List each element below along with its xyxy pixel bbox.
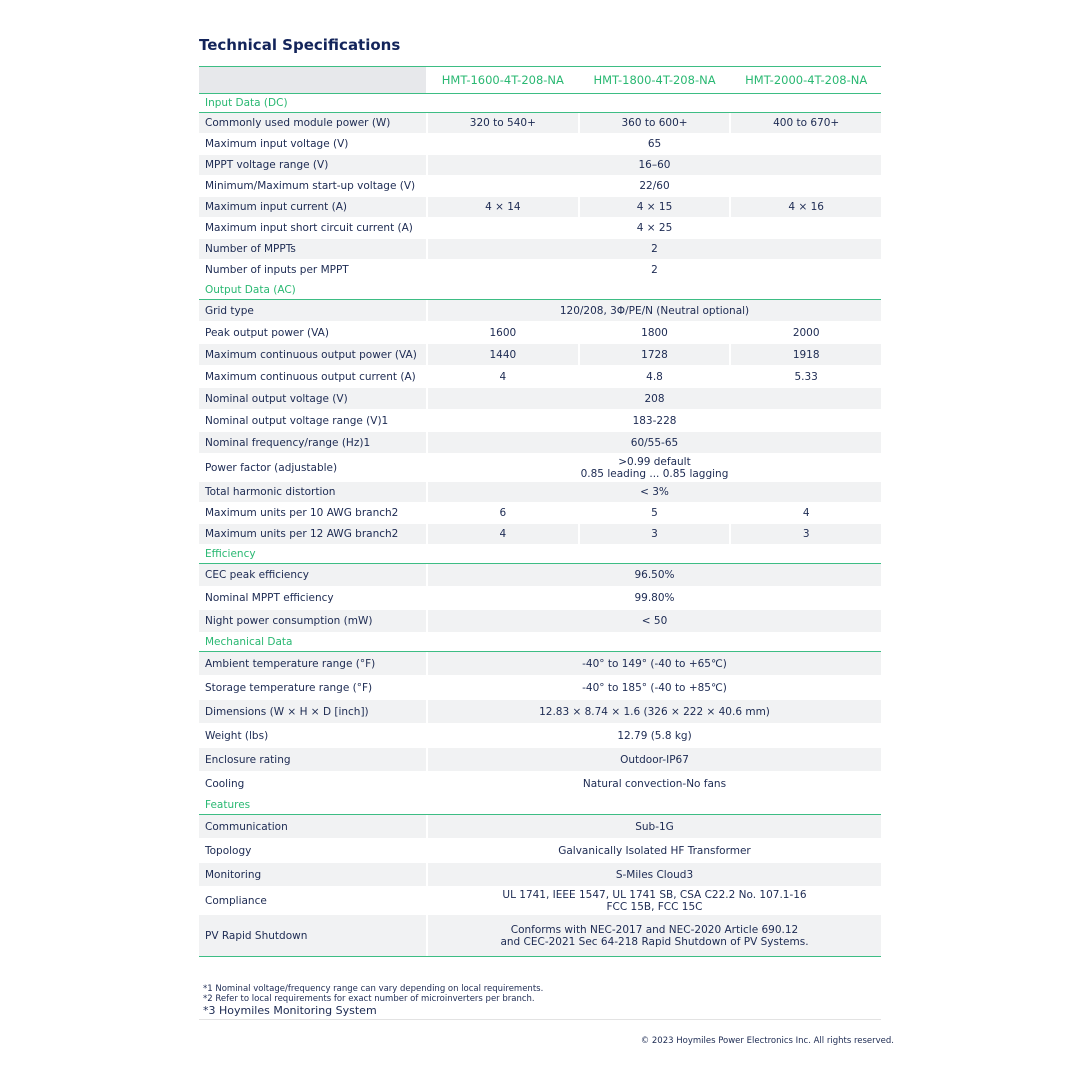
model-header-1600: HMT-1600-4T-208-NA <box>426 67 578 93</box>
table-row <box>199 748 881 772</box>
row-label: Power factor (adjustable) <box>205 461 338 474</box>
row-value: 3 <box>729 524 881 544</box>
row-value: 320 to 540+ <box>426 113 578 133</box>
row-value: 208 <box>426 388 881 409</box>
row-value: Outdoor-IP67 <box>426 748 881 771</box>
table-row <box>199 239 881 260</box>
row-label: Total harmonic distortion <box>205 486 336 498</box>
model-header-2000: HMT-2000-4T-208-NA <box>729 67 881 93</box>
section-header: Input Data (DC) <box>199 94 881 113</box>
row-label: Maximum continuous output current (A) <box>205 370 416 383</box>
table-row <box>199 815 881 839</box>
table-row <box>199 322 881 344</box>
row-value: 2000 <box>729 322 881 343</box>
row-value: 1728 <box>578 344 730 365</box>
row-label: Maximum units per 10 AWG branch2 <box>205 507 399 519</box>
row-value: 96.50% <box>426 564 881 586</box>
row-value: 183-228 <box>426 410 881 431</box>
table-row <box>199 724 881 748</box>
row-label: Maximum input voltage (V) <box>205 138 349 150</box>
row-label: PV Rapid Shutdown <box>205 929 308 942</box>
row-value: 4 × 14 <box>426 197 578 217</box>
table-row <box>199 155 881 176</box>
row-value: 60/55-65 <box>426 432 881 453</box>
row-label: Commonly used module power (W) <box>205 117 391 129</box>
section-header: Mechanical Data <box>199 633 881 652</box>
row-value: 2 <box>426 260 881 280</box>
table-row <box>199 610 881 633</box>
row-value: Natural convection-No fans <box>426 772 881 795</box>
row-label: Maximum continuous output power (VA) <box>205 348 417 361</box>
table-row <box>199 260 881 281</box>
row-value: 2 <box>426 239 881 259</box>
table-row <box>199 839 881 863</box>
row-label: Maximum input current (A) <box>205 201 348 213</box>
table-row <box>199 113 881 134</box>
row-label: Ambient temperature range (°F) <box>205 657 376 670</box>
footnote-2: *2 Refer to local requirements for exact number of microinverters per branch. <box>203 994 535 1004</box>
row-value: 1600 <box>426 322 578 343</box>
row-value: -40° to 149° (-40 to +65℃) <box>426 652 881 675</box>
section-header: Efficiency <box>199 545 881 564</box>
table-row <box>199 887 881 915</box>
row-label: Nominal MPPT efficiency <box>205 592 334 604</box>
row-value: 16–60 <box>426 155 881 175</box>
row-value: 99.80% <box>426 587 881 609</box>
table-row <box>199 700 881 724</box>
row-label: Maximum units per 12 AWG branch2 <box>205 528 399 540</box>
row-label: Topology <box>205 844 252 857</box>
section-header: Features <box>199 796 881 815</box>
page-title: Technical Specifications <box>199 36 401 54</box>
row-label: MPPT voltage range (V) <box>205 159 329 171</box>
table-row <box>199 564 881 587</box>
copyright-text: © 2023 Hoymiles Power Electronics Inc. All rights reserved. <box>640 1036 894 1046</box>
row-label: Number of MPPTs <box>205 243 296 255</box>
row-label: CEC peak efficiency <box>205 569 310 581</box>
row-value: -40° to 185° (-40 to +85℃) <box>426 676 881 699</box>
table-row <box>199 503 881 524</box>
header-blank-cell <box>199 67 426 93</box>
table-row <box>199 344 881 366</box>
table-row <box>199 134 881 155</box>
row-value: >0.99 default 0.85 leading ... 0.85 lagging <box>426 454 881 481</box>
row-value: 65 <box>426 134 881 154</box>
table-row <box>199 366 881 388</box>
row-label: Compliance <box>205 894 267 907</box>
row-value: 1800 <box>578 322 730 343</box>
row-value: 400 to 670+ <box>729 113 881 133</box>
table-row <box>199 772 881 796</box>
table-row <box>199 482 881 503</box>
row-value: 4 × 25 <box>426 218 881 238</box>
table-row <box>199 197 881 218</box>
row-value: 6 <box>426 503 578 523</box>
row-value: 4 <box>426 524 578 544</box>
table-body <box>199 94 881 957</box>
row-value: 1440 <box>426 344 578 365</box>
row-value: Galvanically Isolated HF Transformer <box>426 839 881 862</box>
row-value: 12.83 × 8.74 × 1.6 (326 × 222 × 40.6 mm) <box>426 700 881 723</box>
row-value: Sub-1G <box>426 815 881 838</box>
footer-divider <box>199 1019 881 1020</box>
table-row <box>199 218 881 239</box>
row-value: 120/208, 3Φ/PE/N (Neutral optional) <box>426 300 881 321</box>
row-value: 5 <box>578 503 730 523</box>
row-value: 360 to 600+ <box>578 113 730 133</box>
row-label: Grid type <box>205 304 254 317</box>
table-row <box>199 410 881 432</box>
row-label: Nominal output voltage range (V)1 <box>205 414 389 427</box>
table-row <box>199 915 881 957</box>
table-row <box>199 863 881 887</box>
section-header: Output Data (AC) <box>199 281 881 300</box>
table-row <box>199 587 881 610</box>
table-row <box>199 432 881 454</box>
row-value: 1918 <box>729 344 881 365</box>
row-label: Nominal output voltage (V) <box>205 392 348 405</box>
row-label: Minimum/Maximum start-up voltage (V) <box>205 180 416 192</box>
spec-table <box>199 66 881 957</box>
footnote-3: *3 Hoymiles Monitoring System <box>203 1004 377 1017</box>
row-value: 5.33 <box>729 366 881 387</box>
row-value: 4 <box>729 503 881 523</box>
row-label: Maximum input short circuit current (A) <box>205 222 413 234</box>
row-value: S-Miles Cloud3 <box>426 863 881 886</box>
table-row <box>199 524 881 545</box>
row-label: Cooling <box>205 777 245 790</box>
row-value: 22/60 <box>426 176 881 196</box>
row-label: Dimensions (W × H × D [inch]) <box>205 705 369 718</box>
row-value: 4 × 15 <box>578 197 730 217</box>
table-row <box>199 300 881 322</box>
row-value: 4.8 <box>578 366 730 387</box>
row-value: 3 <box>578 524 730 544</box>
row-value: 4 × 16 <box>729 197 881 217</box>
row-label: Number of inputs per MPPT <box>205 264 349 276</box>
row-label: Weight (lbs) <box>205 729 269 742</box>
table-row <box>199 676 881 700</box>
row-value: < 3% <box>426 482 881 502</box>
row-value: Conforms with NEC-2017 and NEC-2020 Article 690.12 and CEC-2021 Sec 64-218 Rapid Shutdown of PV Systems. <box>426 915 881 956</box>
row-label: Communication <box>205 820 288 833</box>
row-label: Nominal frequency/range (Hz)1 <box>205 436 371 449</box>
row-label: Monitoring <box>205 868 262 881</box>
row-value: < 50 <box>426 610 881 632</box>
table-row <box>199 176 881 197</box>
row-label: Peak output power (VA) <box>205 326 329 339</box>
table-header <box>199 66 881 94</box>
row-value: UL 1741, IEEE 1547, UL 1741 SB, CSA C22.2 No. 107.1-16 FCC 15B, FCC 15C <box>426 887 881 914</box>
row-value: 12.79 (5.8 kg) <box>426 724 881 747</box>
table-row <box>199 652 881 676</box>
model-header-1800: HMT-1800-4T-208-NA <box>578 67 730 93</box>
table-row <box>199 454 881 482</box>
row-label: Night power consumption (mW) <box>205 615 373 627</box>
row-label: Storage temperature range (°F) <box>205 681 373 694</box>
footnote-1: *1 Nominal voltage/frequency range can vary depending on local requirements. <box>203 984 544 994</box>
row-value: 4 <box>426 366 578 387</box>
row-label: Enclosure rating <box>205 753 291 766</box>
table-row <box>199 388 881 410</box>
footnotes <box>203 984 543 1018</box>
